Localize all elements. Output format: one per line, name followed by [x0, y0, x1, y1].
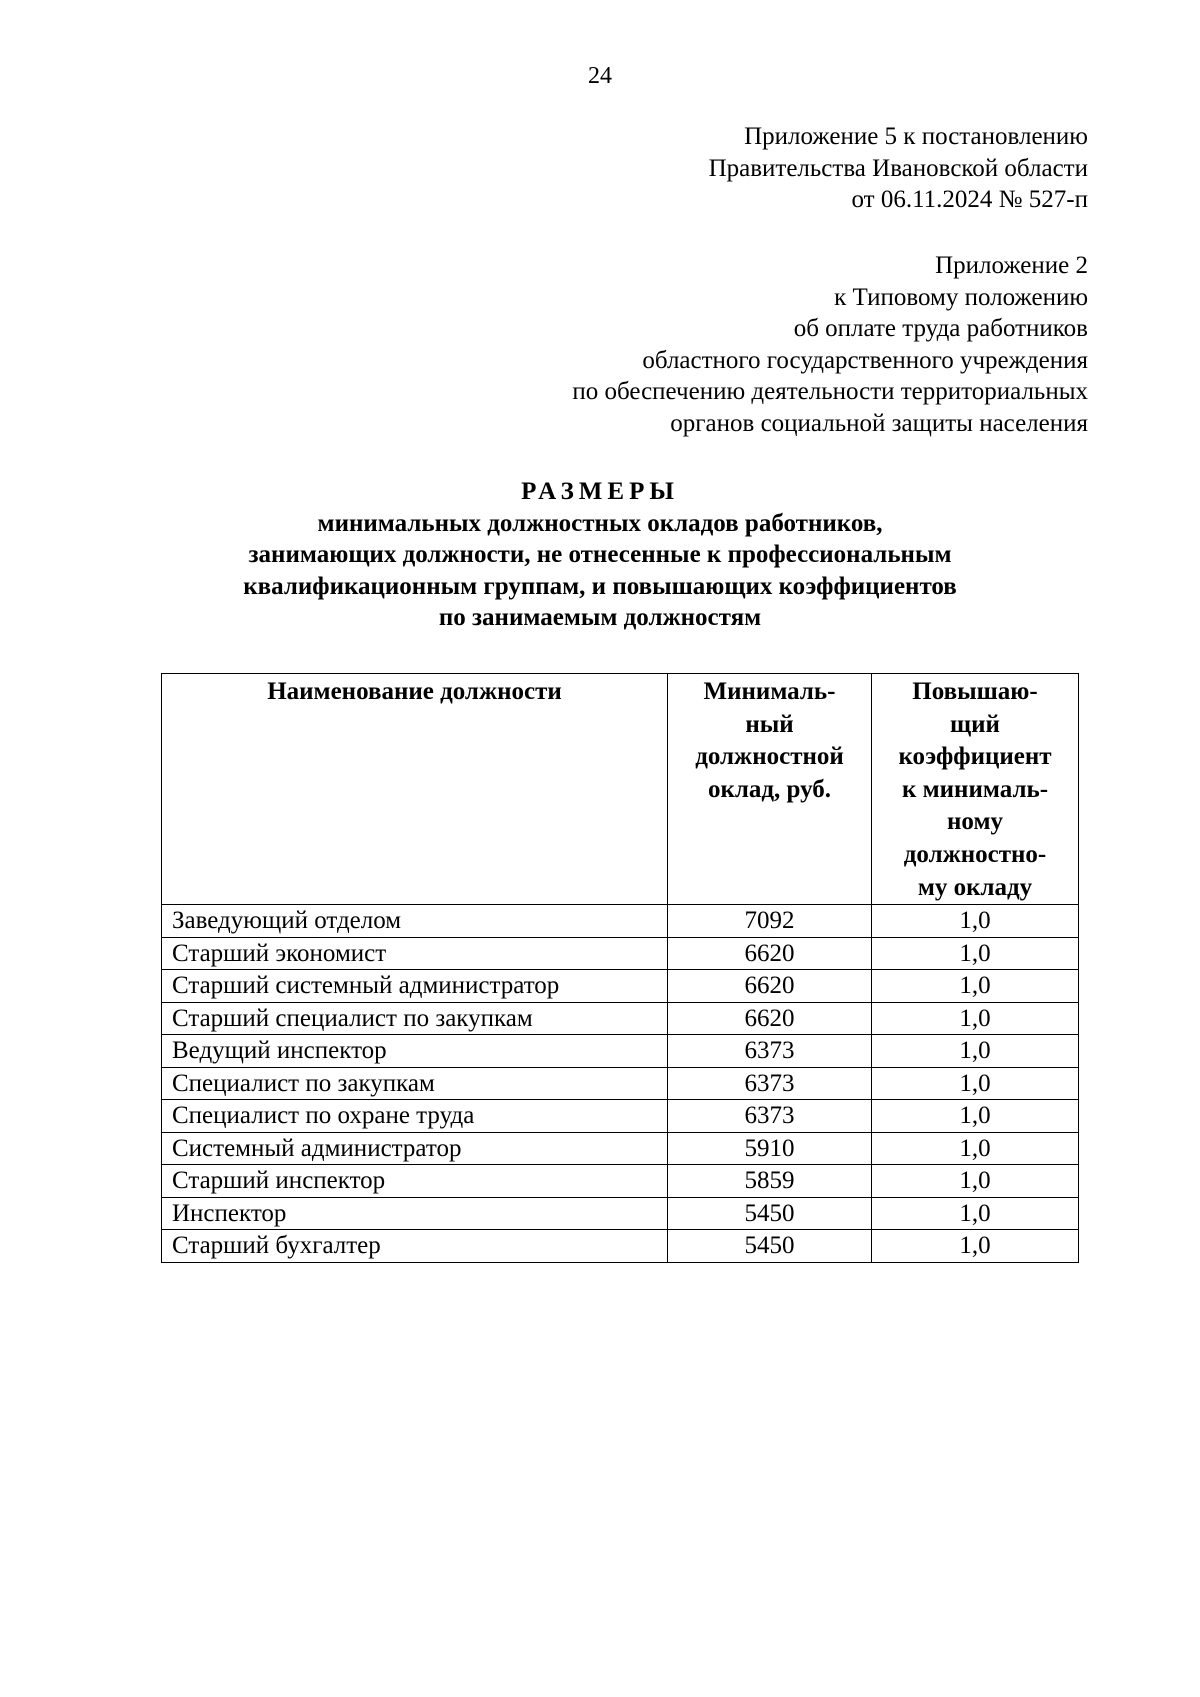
position-cell: Старший инспектор	[162, 1165, 668, 1198]
header-coefficient-line: му окладу	[917, 873, 1033, 901]
annex-sub-header-line: Приложение 2	[935, 252, 1088, 279]
salary-cell: 6620	[668, 970, 872, 1003]
header-position: Наименование должности	[162, 674, 668, 905]
coefficient-cell: 1,0	[872, 1230, 1079, 1263]
header-salary	[668, 674, 872, 905]
salary-table	[161, 673, 1079, 1263]
position-cell: Заведующий отделом	[162, 905, 668, 938]
coefficient-cell: 1,0	[872, 1100, 1079, 1133]
annex-header-line: Правительства Ивановской области	[708, 154, 1088, 182]
annex-sub-header-line: областного государственного учреждения	[642, 346, 1088, 374]
salary-cell: 6373	[668, 1035, 872, 1068]
title-line: занимающих должности, не отнесенные к профессиональным	[248, 541, 952, 568]
table-row	[162, 1100, 1079, 1133]
coefficient-cell: 1,0	[872, 1035, 1079, 1068]
position-cell: Инспектор	[162, 1197, 668, 1230]
annex-sub-header-line: к Типовому положению	[834, 283, 1088, 311]
coefficient-cell: 1,0	[872, 1067, 1079, 1100]
position-cell: Старший специалист по закупкам	[162, 1002, 668, 1035]
table-row	[162, 1067, 1079, 1100]
salary-cell: 6620	[668, 937, 872, 970]
position-cell: Специалист по закупкам	[162, 1067, 668, 1100]
annex-header-line: Приложение 5 к постановлению	[744, 123, 1088, 150]
table-row	[162, 1165, 1079, 1198]
page-number: 24	[588, 63, 612, 89]
annex-sub-header	[572, 250, 1088, 440]
position-cell: Ведущий инспектор	[162, 1035, 668, 1068]
title-line: минимальных должностных окладов работников,	[317, 509, 883, 537]
coefficient-cell: 1,0	[872, 1197, 1079, 1230]
position-cell: Старший бухгалтер	[162, 1230, 668, 1263]
coefficient-cell: 1,0	[872, 937, 1079, 970]
header-coefficient-line: Повышаю-	[912, 678, 1038, 705]
coefficient-cell: 1,0	[872, 970, 1079, 1003]
salary-cell: 6373	[668, 1100, 872, 1133]
annex-sub-header-line: по обеспечению деятельности территориальных	[572, 378, 1088, 406]
header-coefficient-line: к минималь-	[901, 775, 1049, 803]
table-row	[162, 1002, 1079, 1035]
header-salary-line: должностной	[695, 743, 844, 771]
table-row	[162, 1230, 1079, 1263]
coefficient-cell: 1,0	[872, 905, 1079, 938]
salary-cell: 5910	[668, 1132, 872, 1165]
header-coefficient-line: должностно-	[903, 840, 1047, 868]
salary-cell: 6620	[668, 1002, 872, 1035]
title-line: квалификационным группам, и повышающих коэффициентов	[243, 572, 957, 600]
table-row	[162, 1197, 1079, 1230]
salary-cell: 5450	[668, 1197, 872, 1230]
coefficient-cell: 1,0	[872, 1165, 1079, 1198]
table-header-row	[162, 674, 1079, 905]
header-salary-line: оклад, руб.	[707, 775, 832, 803]
position-cell: Старший системный администратор	[162, 970, 668, 1003]
coefficient-cell: 1,0	[872, 1132, 1079, 1165]
salary-cell: 7092	[668, 905, 872, 938]
document-title	[0, 476, 1200, 634]
salary-cell: 5450	[668, 1230, 872, 1263]
annex-sub-header-line: органов социальной защиты населения	[670, 409, 1088, 437]
header-coefficient-line: коэффициент	[898, 743, 1052, 771]
table-row	[162, 937, 1079, 970]
annex-sub-header-line: об оплате труда работников	[793, 315, 1088, 343]
header-coefficient-line: щий	[950, 710, 1000, 738]
table-row	[162, 970, 1079, 1003]
title-heading: РАЗМЕРЫ	[521, 478, 679, 505]
salary-cell: 5859	[668, 1165, 872, 1198]
table-row	[162, 1035, 1079, 1068]
table-row	[162, 1132, 1079, 1165]
title-line: по занимаемым должностям	[438, 604, 762, 631]
annex-header-line: от 06.11.2024 № 527-п	[851, 186, 1088, 214]
table-row	[162, 905, 1079, 938]
position-cell: Специалист по охране труда	[162, 1100, 668, 1133]
header-coefficient-line: ному	[947, 808, 1003, 836]
coefficient-cell: 1,0	[872, 1002, 1079, 1035]
header-salary-line: Минималь-	[703, 678, 836, 705]
annex-header	[709, 121, 1088, 216]
salary-cell: 6373	[668, 1067, 872, 1100]
header-coefficient	[872, 674, 1079, 905]
position-cell: Старший экономист	[162, 937, 668, 970]
header-salary-line: ный	[745, 710, 794, 738]
position-cell: Системный администратор	[162, 1132, 668, 1165]
